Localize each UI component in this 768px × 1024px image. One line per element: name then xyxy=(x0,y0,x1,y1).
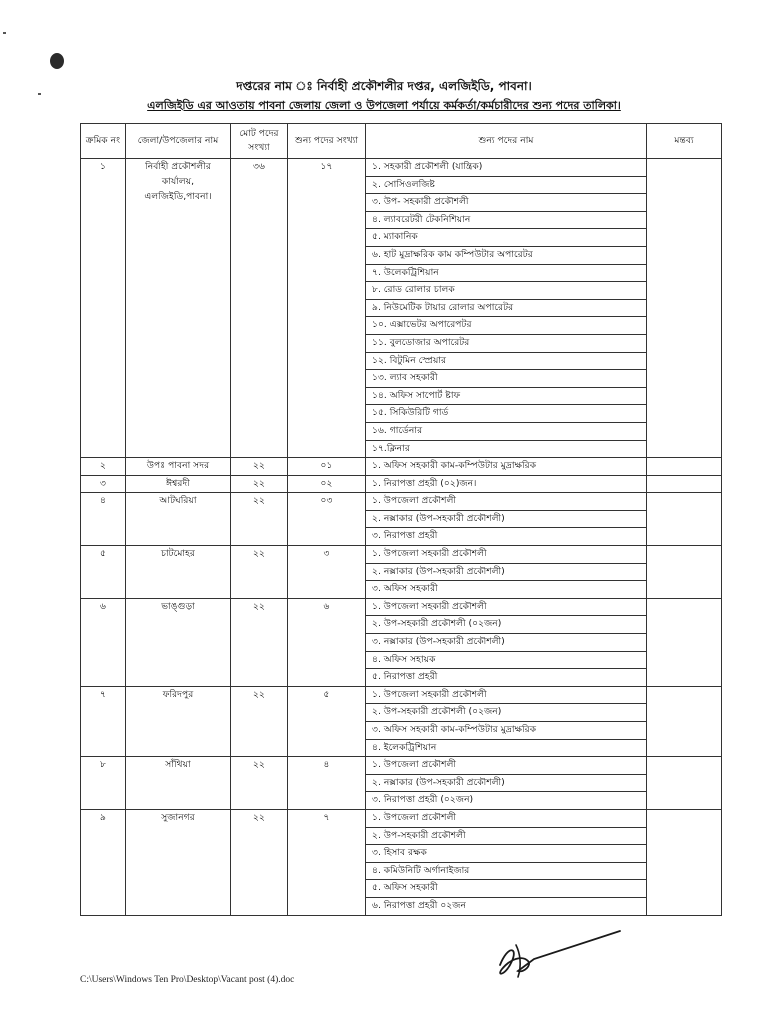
total-posts-cell: ২২ xyxy=(231,598,288,686)
vacant-post-cell: ১২. বিটুমিন স্প্রেয়ার xyxy=(366,352,647,370)
vacant-post-cell: ১. উপজেলা প্রকৌশলী xyxy=(366,757,647,775)
total-posts-cell: ২২ xyxy=(231,493,288,546)
total-posts-cell: ৩৬ xyxy=(231,159,288,458)
office-cell: ফরিদপুর xyxy=(126,686,231,756)
header-posts: শুন্য পদের নাম xyxy=(366,124,647,159)
vacant-post-cell: ৬. হাট মুদ্রাক্ষরিক কাম কম্পিউটার অপারেটর xyxy=(366,246,647,264)
document-subtitle: এলজিইডি এর আওতায় পাবনা জেলায় জেলা ও উপজেলা পর্যায়ে কর্মকর্তা/কর্মচারীদের শুন্য পদের তালিকা। xyxy=(147,99,621,112)
vacant-post-cell: ১. উপজেলা প্রকৌশলী xyxy=(366,493,647,511)
vacant-count-cell: ০২ xyxy=(288,475,366,493)
vacant-post-cell: ১৬. গার্ডেনার xyxy=(366,422,647,440)
serial-cell: ১ xyxy=(81,159,126,458)
vacant-post-cell: ১৫. সিকিউরিটি গার্ড xyxy=(366,405,647,423)
remarks-cell xyxy=(647,757,722,810)
office-cell: চাটমোহর xyxy=(126,546,231,599)
total-posts-cell: ২২ xyxy=(231,686,288,756)
table-row xyxy=(81,546,722,564)
serial-cell: ৯ xyxy=(81,809,126,915)
total-posts-cell: ২২ xyxy=(231,546,288,599)
header-serial: ক্রমিক নং xyxy=(81,124,126,159)
serial-cell: ৪ xyxy=(81,493,126,546)
vacant-post-cell: ৬. নিরাপত্তা প্রহরী ০২জন xyxy=(366,897,647,915)
vacant-post-cell: ১. অফিস সহকারী কাম-কম্পিউটার মুদ্রাক্ষরিক xyxy=(366,458,647,476)
vacant-post-cell: ১৪. অফিস সাপোর্ট ষ্টাফ xyxy=(366,387,647,405)
vacant-post-cell: ১৭.ক্লিনার xyxy=(366,440,647,458)
vacant-post-cell: ৩. নক্সাকার (উপ-সহকারী প্রকৌশলী) xyxy=(366,634,647,652)
scan-speck xyxy=(3,32,6,34)
vacant-post-cell: ৩. অফিস সহকারী কাম-কম্পিউটার মুদ্রাক্ষরিক xyxy=(366,722,647,740)
table-body xyxy=(81,159,722,916)
vacant-post-cell: ১১. বুলডোজার অপারেটর xyxy=(366,334,647,352)
vacant-post-cell: ২. সোসিওলজিষ্ট xyxy=(366,176,647,194)
vacant-post-cell: ৫. ম্যাকানিক xyxy=(366,229,647,247)
serial-cell: ৫ xyxy=(81,546,126,599)
table-row xyxy=(81,809,722,827)
vacant-post-cell: ২. উপ-সহকারী প্রকৌশলী (০২জন) xyxy=(366,704,647,722)
vacant-post-cell: ২. নক্সাকার (উপ-সহকারী প্রকৌশলী) xyxy=(366,510,647,528)
remarks-cell xyxy=(647,598,722,686)
table-row xyxy=(81,686,722,704)
header-remarks: মন্তব্য xyxy=(647,124,722,159)
file-path-footer: C:\Users\Windows Ten Pro\Desktop\Vacant post (4).doc xyxy=(80,975,295,985)
table-row xyxy=(81,493,722,511)
vacant-post-cell: ৫. নিরাপত্তা প্রহরী xyxy=(366,669,647,687)
serial-cell: ৩ xyxy=(81,475,126,493)
total-posts-cell: ২২ xyxy=(231,809,288,915)
vacant-post-cell: ৪. ল্যাবরেটরী টেকনিশিয়ান xyxy=(366,211,647,229)
vacant-count-cell: ৪ xyxy=(288,757,366,810)
office-cell: সুজানগর xyxy=(126,809,231,915)
table-row xyxy=(81,598,722,616)
vacant-count-cell: ১৭ xyxy=(288,159,366,458)
vacant-post-cell: ৭. উলেকট্রিশিয়ান xyxy=(366,264,647,282)
serial-cell: ৮ xyxy=(81,757,126,810)
vacant-post-cell: ৩. উপ- সহকারী প্রকৌশলী xyxy=(366,194,647,212)
header-total: মোট পদের সংখ্যা xyxy=(231,124,288,159)
office-cell: উপঃ পাবনা সদর xyxy=(126,458,231,476)
vacant-post-cell: ৩. নিরাপত্তা প্রহরী (০২জন) xyxy=(366,792,647,810)
serial-cell: ২ xyxy=(81,458,126,476)
remarks-cell xyxy=(647,546,722,599)
vacant-post-cell: ৮. রোড রোলার চালক xyxy=(366,282,647,300)
vacant-post-cell: ৪. অফিস সহায়ক xyxy=(366,651,647,669)
total-posts-cell: ২২ xyxy=(231,475,288,493)
remarks-cell xyxy=(647,809,722,915)
serial-cell: ৭ xyxy=(81,686,126,756)
table-row xyxy=(81,159,722,177)
vacant-post-cell: ১. সহকারী প্রকৌশলী (যান্ত্রিক) xyxy=(366,159,647,177)
vacant-post-cell: ৫. অফিস সহকারী xyxy=(366,880,647,898)
header-vacant: শুন্য পদের সংখ্যা xyxy=(288,124,366,159)
office-cell: ঈশ্বরদী xyxy=(126,475,231,493)
table-row xyxy=(81,475,722,493)
vacant-post-cell: ২. নক্সাকার (উপ-সহকারী প্রকৌশলী) xyxy=(366,563,647,581)
vacant-count-cell: ৫ xyxy=(288,686,366,756)
vacant-post-cell: ৯. নিউমেটিক টায়ার রোলার অপারেটর xyxy=(366,299,647,317)
vacant-count-cell: ০১ xyxy=(288,458,366,476)
vacant-post-cell: ৩. নিরাপত্তা প্রহরী xyxy=(366,528,647,546)
serial-cell: ৬ xyxy=(81,598,126,686)
vacant-post-cell: ১৩. ল্যাব সহকারী xyxy=(366,370,647,388)
signature xyxy=(488,925,628,985)
document-title: দপ্তরের নাম ঃ নির্বাহী প্রকৌশলীর দপ্তর, এলজিইডি, পাবনা। xyxy=(236,79,532,93)
vacant-post-cell: ৪. ইলেকট্রিশিয়ান xyxy=(366,739,647,757)
vacant-post-cell: ২. উপ-সহকারী প্রকৌশলী (০২জন) xyxy=(366,616,647,634)
office-cell: আটঘরিয়া xyxy=(126,493,231,546)
vacant-post-cell: ২. নক্সাকার (উপ-সহকারী প্রকৌশলী) xyxy=(366,774,647,792)
punch-hole xyxy=(50,53,64,69)
vacancy-table xyxy=(80,123,722,916)
office-cell: সাঁথিয়া xyxy=(126,757,231,810)
vacant-count-cell: ০৩ xyxy=(288,493,366,546)
vacant-count-cell: ৩ xyxy=(288,546,366,599)
vacant-post-cell: ১. উপজেলা সহকারী প্রকৌশলী xyxy=(366,686,647,704)
table-header-row xyxy=(81,124,722,159)
vacant-count-cell: ৬ xyxy=(288,598,366,686)
office-cell: নির্বাহী প্রকৌশলীর কার্যালয়, এলজিইডি,পাবনা। xyxy=(126,159,231,458)
remarks-cell xyxy=(647,686,722,756)
vacant-post-cell: ১. উপজেলা প্রকৌশলী xyxy=(366,809,647,827)
remarks-cell xyxy=(647,458,722,476)
vacant-post-cell: ২. উপ-সহকারী প্রকৌশলী xyxy=(366,827,647,845)
vacant-post-cell: ১. নিরাপত্তা প্রহরী (০২)জন। xyxy=(366,475,647,493)
office-cell: ভাঙ্গুড়া xyxy=(126,598,231,686)
total-posts-cell: ২২ xyxy=(231,458,288,476)
total-posts-cell: ২২ xyxy=(231,757,288,810)
table-row xyxy=(81,757,722,775)
remarks-cell xyxy=(647,493,722,546)
vacant-post-cell: ৪. কমিউনিটি অর্গানাইজার xyxy=(366,862,647,880)
vacant-count-cell: ৭ xyxy=(288,809,366,915)
header-office: জেলা/উপজেলার নাম xyxy=(126,124,231,159)
remarks-cell xyxy=(647,475,722,493)
table-row xyxy=(81,458,722,476)
remarks-cell xyxy=(647,159,722,458)
vacant-post-cell: ১০. এক্সাভেটর অপারেপটর xyxy=(366,317,647,335)
vacant-post-cell: ১. উপজেলা সহকারী প্রকৌশলী xyxy=(366,598,647,616)
vacant-post-cell: ৩. হিসাব রক্ষক xyxy=(366,845,647,863)
vacant-post-cell: ৩. অফিস সহকারী xyxy=(366,581,647,599)
vacant-post-cell: ১. উপজেলা সহকারী প্রকৌশলী xyxy=(366,546,647,564)
